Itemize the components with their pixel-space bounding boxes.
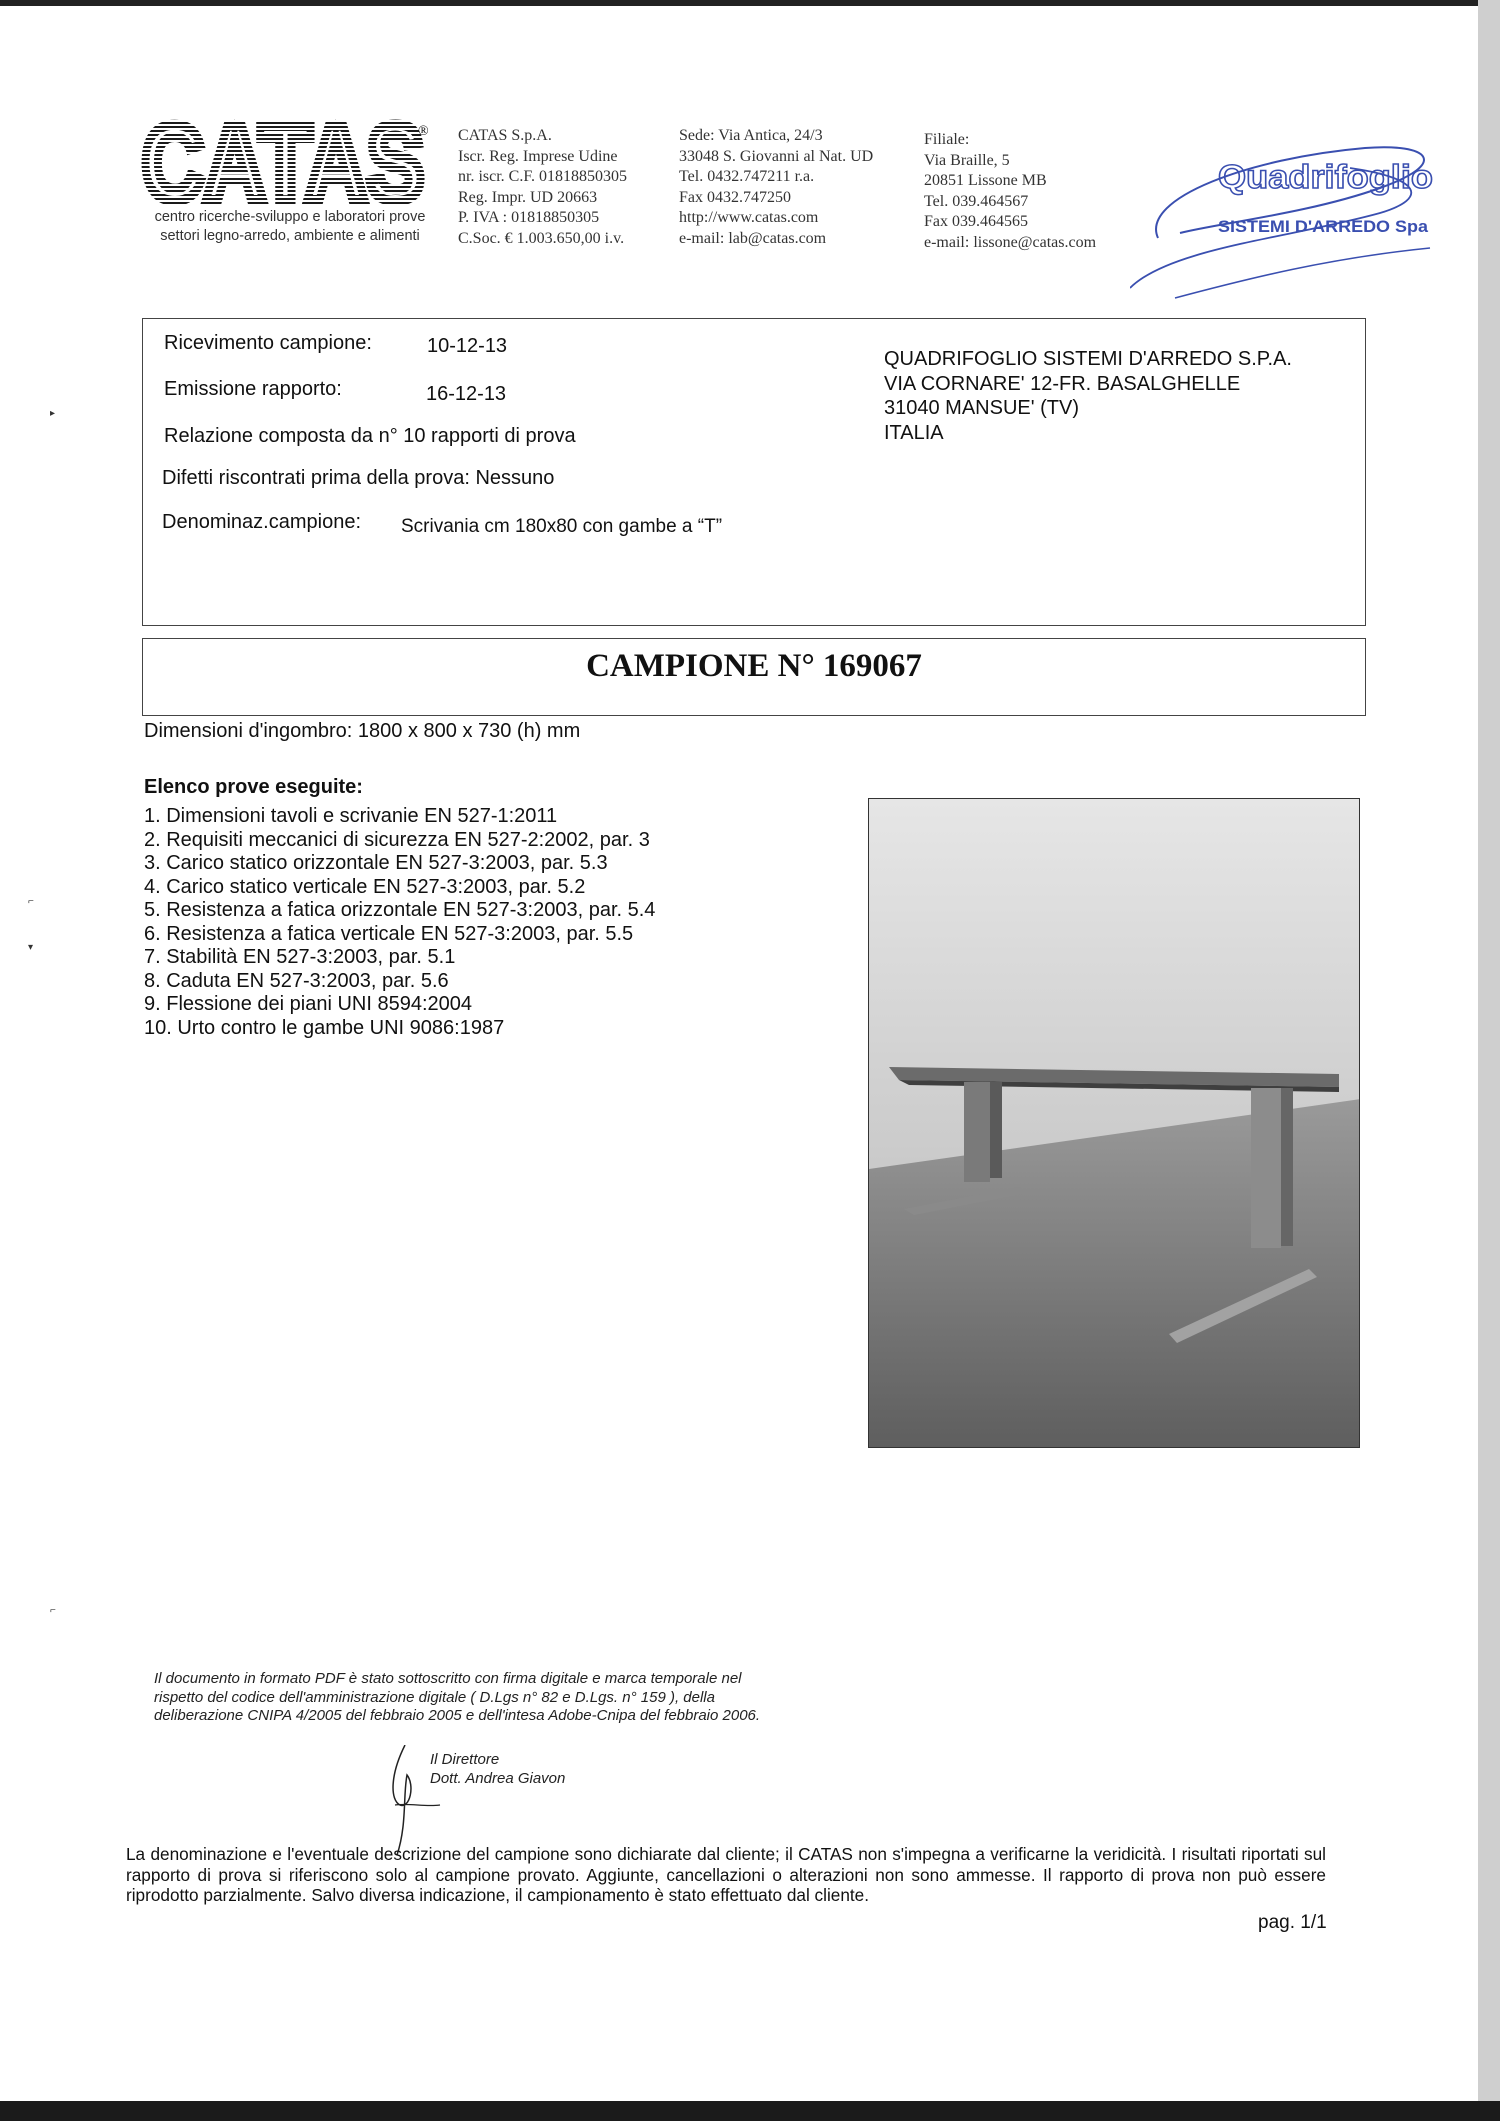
margin-mark: ▸ bbox=[50, 408, 56, 419]
director-name: Dott. Andrea Giavon bbox=[430, 1770, 566, 1787]
logo-wordmark: CATAS bbox=[142, 118, 424, 208]
director-title: Il Direttore bbox=[430, 1751, 500, 1768]
margin-mark: ▾ bbox=[28, 942, 34, 953]
issue-label: Emissione rapporto: bbox=[164, 378, 342, 400]
issue-date: 16-12-13 bbox=[426, 383, 507, 405]
received-date: 10-12-13 bbox=[427, 335, 508, 357]
stamp-brand: Quadrifoglio bbox=[1218, 158, 1433, 195]
sample-name-value: Scrivania cm 180x80 con gambe a “T” bbox=[401, 516, 723, 537]
desk-leg-left-side bbox=[990, 1082, 1002, 1178]
sample-number: CAMPIONE N° 169067 bbox=[586, 648, 922, 684]
desk-leg-left bbox=[964, 1082, 990, 1182]
logo-subtitle: centro ricerche-sviluppo e laboratori prove settori legno-arredo, ambiente e alimenti bbox=[154, 209, 426, 244]
registered-mark: ® bbox=[418, 124, 429, 139]
test-item: 10. Urto contro le gambe UNI 9086:1987 bbox=[144, 1016, 505, 1039]
sample-photo bbox=[868, 798, 1360, 1448]
test-item: 4. Carico statico verticale EN 527-3:2003, par. 5.2 bbox=[144, 875, 586, 898]
report-composition: Relazione composta da n° 10 rapporti di prova bbox=[164, 425, 576, 447]
tests-list bbox=[144, 805, 655, 1040]
stamp-swirl-3 bbox=[1175, 248, 1430, 298]
test-item: 5. Resistenza a fatica orizzontale EN 527-3:2003, par. 5.4 bbox=[144, 899, 656, 921]
scan-edge-top bbox=[0, 0, 1500, 6]
disclaimer: La denominazione e l'eventuale descrizione del campione sono dichiarate dal cliente; il CATAS non s'impegna a verificarne la veridicità. I risultati riportati sul rapporto di prova si riferiscono solo al campione provato. Aggiunte, cancellazioni o alterazioni non sono ammesse. Il rapporto di prova non può essere riprodotto parzialmente. Salvo diversa indicazione, il campionamento è stato effettuato dal cliente. bbox=[126, 1844, 1326, 1905]
desk-leg-right bbox=[1251, 1088, 1281, 1248]
test-item: 9. Flessione dei piani UNI 8594:2004 bbox=[144, 993, 472, 1015]
headquarters-info: Sede: Via Antica, 24/3 33048 S. Giovanni al Nat. UD Tel. 0432.747211 r.a. Fax 0432.747250 http://www.catas.com e-mail: lab@catas.com bbox=[679, 127, 874, 247]
test-item: 8. Caduta EN 527-3:2003, par. 5.6 bbox=[144, 969, 449, 992]
received-label: Ricevimento campione: bbox=[164, 332, 372, 354]
stamp-subline: SISTEMI D'ARREDO Spa bbox=[1218, 217, 1429, 236]
director-block bbox=[430, 1750, 565, 1788]
test-item: 3. Carico statico orizzontale EN 527-3:2003, par. 5.3 bbox=[144, 852, 608, 874]
test-item: 2. Requisiti meccanici di sicurezza EN 527-2:2002, par. 3 bbox=[144, 828, 650, 851]
margin-mark: ⌐ bbox=[50, 1605, 56, 1616]
digital-signature-note: Il documento in formato PDF è stato sottoscritto con firma digitale e marca temporale nel rispetto del codice dell'amministrazione digitale ( D.Lgs n° 82 e D.Lgs. n° 159 ), della deliberazione CNIPA 4/2005 del febbraio 2005 e dell'intesa Adobe-Cnipa del febbraio 2006. bbox=[154, 1670, 761, 1724]
defects-found: Difetti riscontrati prima della prova: Nessuno bbox=[162, 467, 555, 489]
page-number: pag. 1/1 bbox=[1258, 1912, 1327, 1933]
catas-logo-mark bbox=[140, 118, 440, 208]
test-item: 6. Resistenza a fatica verticale EN 527-3:2003, par. 5.5 bbox=[144, 922, 634, 945]
desk-leg-right-side bbox=[1281, 1088, 1293, 1246]
tests-title: Elenco prove eseguite: bbox=[144, 776, 363, 798]
scan-edge-right bbox=[1478, 0, 1500, 2121]
overall-dimensions: Dimensioni d'ingombro: 1800 x 800 x 730 (h) mm bbox=[144, 720, 581, 742]
company-info: CATAS S.p.A. Iscr. Reg. Imprese Udine nr. iscr. C.F. 01818850305 Reg. Impr. UD 20663 P. IVA : 01818850305 C.Soc. € 1.003.650,00 i.v. bbox=[458, 127, 627, 247]
desk-photo-drawing bbox=[869, 799, 1360, 1448]
client-stamp bbox=[1130, 128, 1450, 308]
branch-info: Filiale: Via Braille, 5 20851 Lissone MB Tel. 039.464567 Fax 039.464565 e-mail: lissone@catas.com bbox=[924, 131, 1097, 251]
test-item: 7. Stabilità EN 527-3:2003, par. 5.1 bbox=[144, 946, 456, 968]
test-item: 1. Dimensioni tavoli e scrivanie EN 527-1:2011 bbox=[144, 805, 558, 827]
catas-logo bbox=[140, 118, 440, 246]
client-address: QUADRIFOGLIO SISTEMI D'ARREDO S.P.A. VIA CORNARE' 12-FR. BASALGHELLE 31040 MANSUE' (TV) ITALIA bbox=[884, 348, 1292, 444]
margin-mark: ⌐ bbox=[28, 896, 34, 907]
scan-edge-bottom bbox=[0, 2101, 1500, 2121]
sample-name-label: Denominaz.campione: bbox=[162, 511, 361, 533]
